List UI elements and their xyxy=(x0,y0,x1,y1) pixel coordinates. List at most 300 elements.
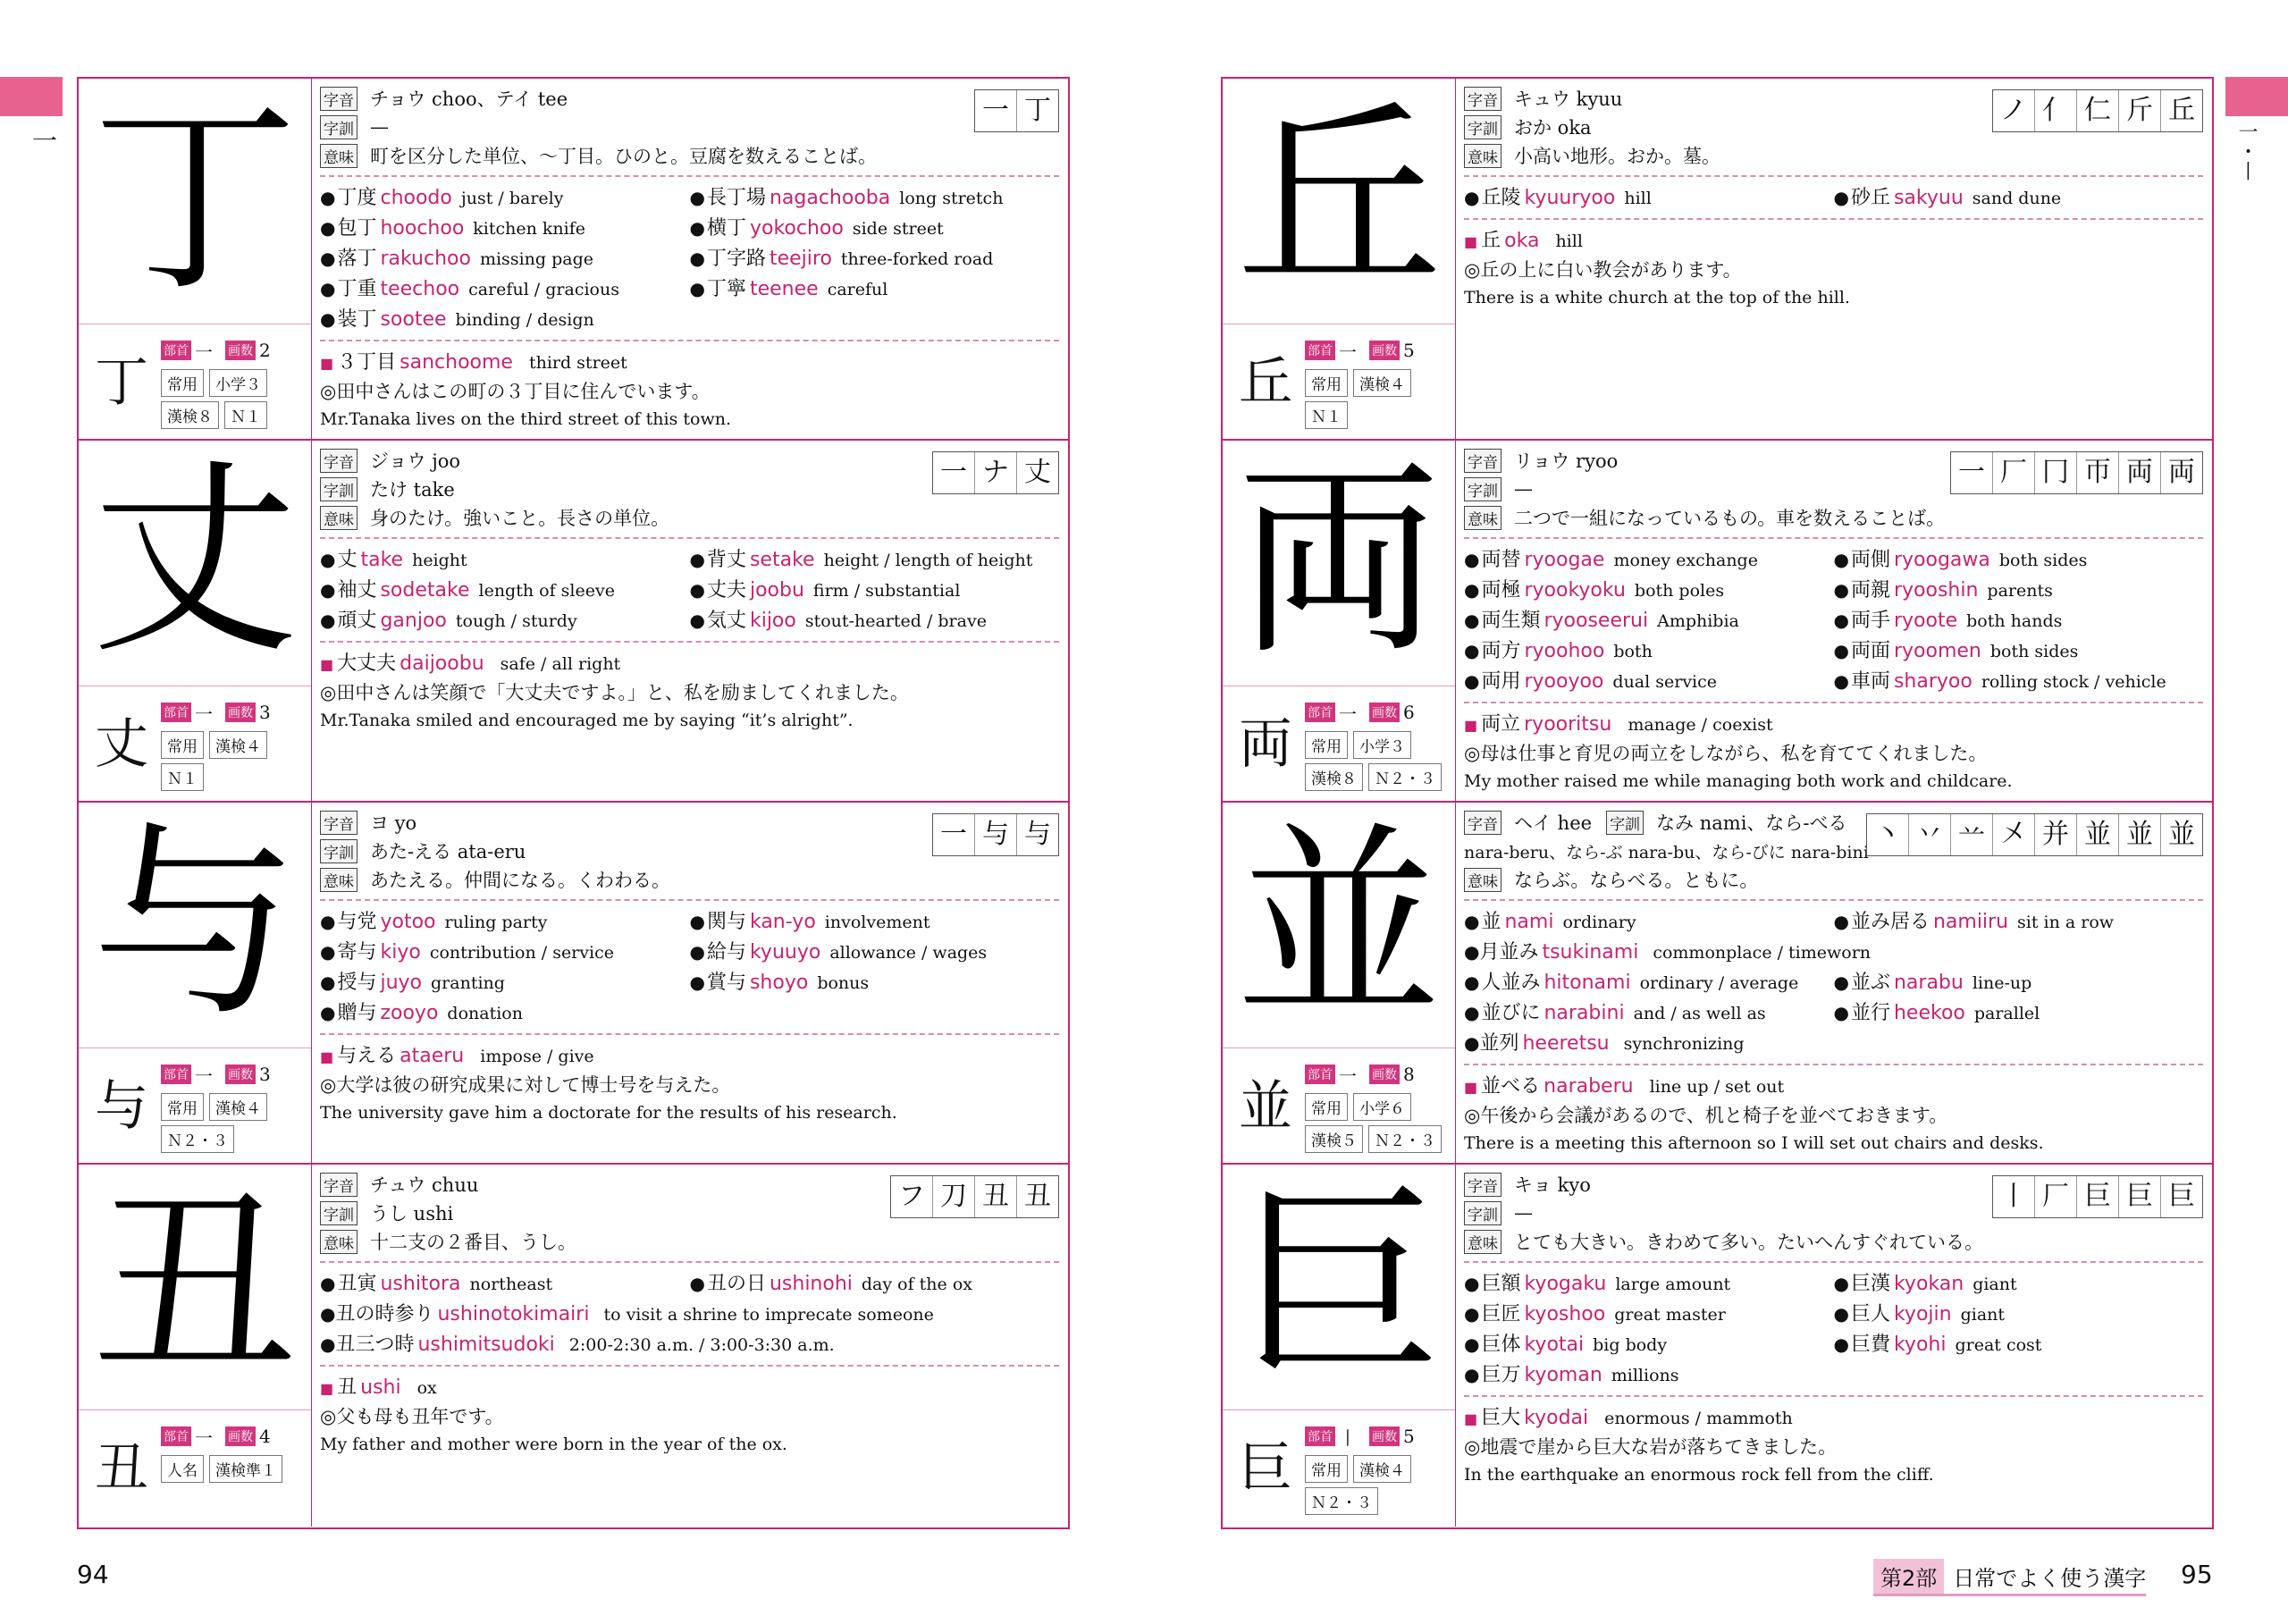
dashed-divider xyxy=(320,1365,1059,1367)
vocab-line xyxy=(1464,1028,2203,1058)
kanji-large: 巨 xyxy=(1235,1167,1442,1406)
example-translation: My mother raised me while managing both work and childcare. xyxy=(1464,771,2013,791)
stroke-order xyxy=(1950,451,2203,494)
vocab-reading: rakuchoo xyxy=(380,248,471,270)
vocab-kanji: 並びに xyxy=(1481,1002,1541,1024)
stroke-count-label: 画数 xyxy=(225,703,256,722)
vocab-meaning: tough / sturdy xyxy=(455,611,577,631)
stroke-step: 丈 xyxy=(1016,452,1058,493)
level-badge: 人名 xyxy=(161,1455,204,1483)
vocab-kanji: 包丁 xyxy=(337,217,377,240)
vocab-item xyxy=(690,544,1060,575)
dashed-divider xyxy=(320,175,1059,177)
vocab-reading: teejiro xyxy=(769,248,832,270)
stroke-step: 一 xyxy=(1958,457,1985,488)
key-word-row xyxy=(1464,1071,2203,1101)
stroke-step: 厂 xyxy=(1992,452,2034,493)
vocab-reading: ryoohoo xyxy=(1524,640,1605,662)
example-translation: My father and mother were born in the year of the ox. xyxy=(320,1435,787,1454)
stroke-count-label: 画数 xyxy=(225,1426,256,1446)
vocab-reading: kiyo xyxy=(380,941,421,963)
vocab-kanji: 丁度 xyxy=(337,187,377,209)
bullet-icon: ● xyxy=(320,941,336,963)
vocab-item xyxy=(690,605,1060,635)
column-divider xyxy=(1455,803,1456,1163)
vocab-kanji: 両替 xyxy=(1481,549,1521,571)
stroke-order xyxy=(1992,1175,2203,1218)
vocab-reading: ryoote xyxy=(1893,610,1958,632)
vocab-kanji: 両側 xyxy=(1850,549,1890,571)
dashed-divider xyxy=(1464,702,2203,703)
kun-label: 字訓 xyxy=(1464,115,1502,139)
kun-reading: あた-える ata-eru xyxy=(370,841,526,862)
dashed-divider xyxy=(320,899,1059,901)
on-label: 字音 xyxy=(1464,811,1502,835)
radical-value: 一 xyxy=(195,703,213,725)
vocab-meaning: firm / substantial xyxy=(812,581,961,601)
vocab-reading: yokochoo xyxy=(749,217,844,240)
vocab-meaning: great cost xyxy=(1955,1335,2042,1355)
radical-label: 部首 xyxy=(1305,703,1335,722)
meaning-row xyxy=(320,503,1059,532)
kanji-details xyxy=(1464,808,2203,1159)
vocab-reading: teenee xyxy=(749,278,819,300)
example-sentence: ◎父も母も丑年です。 xyxy=(320,1406,504,1427)
stroke-count-label: 画数 xyxy=(1369,703,1400,722)
badge-row xyxy=(1305,731,1451,758)
vocab-kanji: 巨額 xyxy=(1481,1273,1521,1295)
level-badge: Ｎ１ xyxy=(1305,401,1348,429)
vocab-list xyxy=(1464,182,2203,213)
kanji-large: 並 xyxy=(1235,805,1442,1044)
bullet-icon: ● xyxy=(1464,187,1480,208)
kanji-details xyxy=(1464,1170,2203,1523)
on-reading: キュウ kyuu xyxy=(1514,88,1623,110)
key-word-kanji: ３丁目 xyxy=(337,351,397,374)
stroke-step: 丷 xyxy=(1908,814,1950,855)
kun-reading: — xyxy=(1514,1202,1533,1224)
vocab-item xyxy=(1464,666,1834,696)
vocab-item xyxy=(320,1268,690,1299)
radical-stroke-row xyxy=(161,699,307,726)
vocab-meaning: both sides xyxy=(1989,642,2079,661)
stroke-step: 与 xyxy=(974,814,1016,855)
vocab-kanji: 装丁 xyxy=(337,308,377,331)
vocab-item xyxy=(1464,1299,1834,1329)
vocab-item xyxy=(690,906,1060,937)
kanji-large: 丈 xyxy=(91,443,298,682)
bullet-icon: ● xyxy=(320,187,336,208)
dashed-divider xyxy=(1464,1261,2203,1263)
vocab-reading: ryooshin xyxy=(1893,579,1979,602)
stroke-step: 丁 xyxy=(1016,90,1058,131)
meaning-text: ならぶ。ならべる。ともに。 xyxy=(1514,870,1759,891)
stroke-step: ナ xyxy=(974,452,1016,493)
vocab-item xyxy=(1834,997,2204,1028)
level-badge: Ｎ１ xyxy=(224,401,267,429)
radical-label: 部首 xyxy=(1305,1064,1335,1084)
right-tab-mark: 一・丨 xyxy=(2235,122,2258,181)
bullet-icon: ● xyxy=(320,1273,336,1294)
kanji-info-box xyxy=(79,686,311,803)
vocab-kanji: 両親 xyxy=(1850,579,1890,602)
kun-reading: おか oka xyxy=(1514,117,1592,139)
kanji-tags xyxy=(1305,699,1451,795)
vocab-kanji: 巨万 xyxy=(1481,1364,1521,1386)
badge-row xyxy=(161,1455,307,1482)
vocab-kanji: 丈 xyxy=(337,549,358,571)
vocab-meaning: parents xyxy=(1987,581,2053,601)
kanji-entry xyxy=(1223,1165,2212,1527)
radical-value: 丨 xyxy=(1339,1426,1357,1449)
bullet-icon: ● xyxy=(1464,549,1480,570)
level-badge: 漢検準１ xyxy=(209,1455,282,1483)
stroke-step: 両 xyxy=(2118,452,2160,493)
vocab-meaning: day of the ox xyxy=(861,1275,972,1294)
vocab-kanji: 賞与 xyxy=(706,972,746,994)
vocab-kanji: 横丁 xyxy=(706,217,746,240)
vocab-reading: nagachooba xyxy=(769,187,891,209)
kanji-details xyxy=(320,808,1059,1159)
vocab-meaning: contribution / service xyxy=(429,943,614,963)
bullet-icon: ● xyxy=(320,1002,336,1023)
kanji-tags xyxy=(1305,337,1451,433)
level-badge: 常用 xyxy=(1305,731,1348,759)
radical-stroke-row xyxy=(161,1423,307,1450)
part-label: 第2部 xyxy=(1873,1559,1944,1594)
vocab-meaning: both xyxy=(1613,642,1653,661)
stroke-step: 与 xyxy=(1016,814,1058,855)
radical-label: 部首 xyxy=(161,341,191,360)
vocab-line xyxy=(320,1299,1059,1329)
vocab-kanji: 両方 xyxy=(1481,640,1521,662)
on-label: 字音 xyxy=(1464,87,1502,111)
bullet-icon: ● xyxy=(689,972,705,993)
bullet-icon: ● xyxy=(1464,911,1480,932)
kanji-entry xyxy=(79,1165,1068,1527)
vocab-reading: heeretsu xyxy=(1522,1032,1610,1055)
vocab-kanji: 丈夫 xyxy=(706,579,746,602)
kanji-large: 丑 xyxy=(91,1167,298,1406)
on-label: 字音 xyxy=(320,449,358,473)
vocab-kanji: 関与 xyxy=(706,911,746,933)
on-reading-row xyxy=(320,84,1059,113)
meaning-label: 意味 xyxy=(320,144,358,168)
stroke-step: 両 xyxy=(2160,452,2202,493)
bullet-icon: ● xyxy=(320,1334,336,1355)
kanji-small: 与 xyxy=(95,1075,148,1138)
kanji-tags xyxy=(161,1423,307,1487)
kanji-info-box xyxy=(1223,1048,1455,1165)
stroke-step: 并 xyxy=(2034,814,2076,855)
kun-reading: — xyxy=(370,116,389,138)
vocab-list xyxy=(320,1268,1059,1299)
vocab-reading: kyuuyo xyxy=(749,941,821,963)
stroke-count-value: 8 xyxy=(1403,1064,1415,1085)
on-label: 字音 xyxy=(1464,449,1502,473)
vocab-reading: namiiru xyxy=(1932,911,2009,933)
vocab-reading: kyuuryoo xyxy=(1524,187,1616,209)
example-translation: Mr.Tanaka lives on the third street of this town. xyxy=(320,409,731,429)
example-translation: The university gave him a doctorate for the results of his research. xyxy=(320,1103,897,1123)
radical-stroke-row xyxy=(1305,1423,1451,1450)
vocab-meaning: big body xyxy=(1593,1335,1668,1355)
vocab-reading: yotoo xyxy=(380,911,436,933)
bullet-icon: ● xyxy=(320,579,336,601)
vocab-kanji: 両用 xyxy=(1481,670,1521,693)
bullet-icon: ● xyxy=(1833,640,1849,661)
key-word-reading: ushi xyxy=(360,1376,401,1399)
meaning-label: 意味 xyxy=(320,506,358,530)
stroke-count-label: 画数 xyxy=(1369,1426,1400,1446)
level-badge: 常用 xyxy=(1305,1093,1348,1121)
vocab-meaning: donation xyxy=(447,1004,523,1023)
bullet-icon: ● xyxy=(1833,670,1849,692)
vocab-reading: kyokan xyxy=(1893,1273,1964,1295)
vocab-kanji: 丑の時参り xyxy=(335,1303,434,1325)
vocab-item xyxy=(320,182,690,213)
bullet-icon: ● xyxy=(1464,610,1480,631)
bullet-icon: ● xyxy=(1464,1364,1480,1385)
vocab-meaning: money exchange xyxy=(1613,551,1758,570)
vocab-item xyxy=(1464,997,1834,1028)
kanji-details xyxy=(320,1170,1059,1523)
square-icon: ■ xyxy=(1464,233,1478,250)
vocab-meaning: rolling stock / vehicle xyxy=(1981,672,2166,692)
key-word-meaning: ox xyxy=(416,1378,437,1398)
kanji-entry xyxy=(1223,441,2212,803)
on-reading: キョ kyo xyxy=(1514,1174,1591,1196)
column-divider xyxy=(1455,1165,1456,1527)
vocab-reading: setake xyxy=(749,549,815,571)
bullet-icon: ● xyxy=(689,610,705,631)
vocab-kanji: 丁字路 xyxy=(706,248,766,270)
kanji-large: 丘 xyxy=(1235,81,1442,320)
vocab-reading: hitonami xyxy=(1544,972,1631,994)
meaning-label: 意味 xyxy=(1464,868,1502,892)
key-word-row xyxy=(320,1040,1059,1071)
example-sentence: ◎田中さんは笑顔で「大丈夫ですよ。」と、私を励ましてくれました。 xyxy=(320,682,909,703)
level-badge: 漢検５ xyxy=(1305,1125,1363,1153)
kun-label: 字訓 xyxy=(320,115,358,139)
on-label: 字音 xyxy=(320,87,358,111)
vocab-kanji: 巨匠 xyxy=(1481,1303,1521,1325)
vocab-item xyxy=(1464,1359,1834,1390)
column-divider xyxy=(1455,441,1456,801)
radical-value: 一 xyxy=(195,1064,213,1087)
bullet-icon: ● xyxy=(320,610,336,631)
level-badge: 小学３ xyxy=(1353,731,1411,759)
on-reading: ヘイ hee xyxy=(1514,812,1593,834)
key-word-reading: kyodai xyxy=(1524,1407,1589,1429)
kun-reading-row xyxy=(320,113,1059,141)
key-word-reading: ryooritsu xyxy=(1524,713,1612,736)
kanji-entry xyxy=(1223,79,2212,441)
square-icon: ■ xyxy=(320,1048,334,1065)
vocab-item xyxy=(1464,544,1834,575)
meaning-row xyxy=(1464,865,2203,894)
dashed-divider xyxy=(320,1261,1059,1263)
vocab-list xyxy=(320,544,1059,635)
vocab-meaning: northeast xyxy=(469,1275,553,1294)
bullet-icon: ● xyxy=(1464,579,1480,601)
vocab-kanji: 長丁場 xyxy=(706,187,766,209)
vocab-item xyxy=(320,906,690,937)
column-divider xyxy=(1455,79,1456,439)
stroke-count-label: 画数 xyxy=(225,341,256,360)
vocab-meaning: Amphibia xyxy=(1657,611,1739,631)
bullet-icon: ● xyxy=(1833,610,1849,631)
left-page xyxy=(77,77,1070,1529)
vocab-reading: choodo xyxy=(380,187,452,209)
on-label: 字音 xyxy=(1464,1173,1502,1197)
meaning-row xyxy=(320,1227,1059,1256)
radical-value: 一 xyxy=(1339,1064,1357,1087)
level-badge: 漢検４ xyxy=(1353,1455,1411,1483)
badge-row xyxy=(1305,763,1451,790)
example-sentence: ◎田中さんはこの町の３丁目に住んでいます。 xyxy=(320,381,711,402)
bullet-icon: ● xyxy=(689,941,705,963)
square-icon: ■ xyxy=(1464,1079,1478,1096)
vocab-meaning: parallel xyxy=(1973,1004,2040,1023)
square-icon: ■ xyxy=(320,355,334,372)
bullet-icon: ● xyxy=(320,911,336,932)
level-badge: 常用 xyxy=(161,731,204,759)
radical-value: 一 xyxy=(1339,341,1357,363)
bullet-icon: ● xyxy=(1464,640,1480,661)
vocab-kanji: 並行 xyxy=(1850,1002,1890,1024)
kanji-large: 両 xyxy=(1235,443,1442,682)
vocab-item xyxy=(1464,182,1834,213)
vocab-item xyxy=(320,304,690,334)
vocab-meaning: to visit a shrine to imprecate someone xyxy=(603,1305,934,1325)
column-divider xyxy=(311,1165,312,1527)
kanji-entry xyxy=(79,803,1068,1165)
vocab-meaning: synchronizing xyxy=(1623,1034,1745,1054)
vocab-item xyxy=(1464,635,1834,666)
vocab-item xyxy=(320,544,690,575)
vocab-item xyxy=(690,1268,1060,1299)
kanji-entry xyxy=(1223,803,2212,1165)
meaning-label: 意味 xyxy=(1464,144,1502,168)
example-translation: In the earthquake an enormous rock fell from the cliff. xyxy=(1464,1465,1934,1485)
example-sentence: ◎母は仕事と育児の両立をしながら、私を育ててくれました。 xyxy=(1464,743,1988,764)
vocab-meaning: ruling party xyxy=(444,913,548,932)
vocab-reading: joobu xyxy=(749,579,804,602)
stroke-count-value: 3 xyxy=(259,702,271,723)
stroke-step: 丘 xyxy=(2160,90,2202,131)
left-tab-mark: 一 xyxy=(32,126,58,156)
key-word-meaning: hill xyxy=(1555,231,1583,251)
bullet-icon: ● xyxy=(1464,1303,1480,1325)
level-badge: 常用 xyxy=(1305,369,1348,397)
stroke-order xyxy=(1866,813,2203,856)
vocab-kanji: 丑三つ時 xyxy=(335,1334,415,1356)
stroke-count-value: 6 xyxy=(1403,702,1415,723)
vocab-meaning: involvement xyxy=(824,913,930,932)
vocab-reading: ushimitsudoki xyxy=(417,1334,555,1356)
key-word-reading: ataeru xyxy=(400,1045,465,1067)
level-badge: 小学６ xyxy=(1353,1093,1411,1121)
vocab-kanji: 巨体 xyxy=(1481,1334,1521,1356)
badge-row xyxy=(1305,1125,1451,1152)
key-word-kanji: 丘 xyxy=(1481,230,1502,252)
dashed-divider xyxy=(320,1033,1059,1035)
vocab-meaning: giant xyxy=(1960,1305,2006,1325)
meaning-text: 身のたけ。強いこと。長さの単位。 xyxy=(370,508,670,529)
vocab-meaning: 2:00-2:30 a.m. / 3:00-3:30 a.m. xyxy=(568,1335,835,1355)
vocab-kanji: 与党 xyxy=(337,911,377,933)
meaning-text: 二つで一組になっているもの。車を数えることば。 xyxy=(1514,508,1946,529)
square-icon: ■ xyxy=(320,1380,334,1397)
kun-label: 字訓 xyxy=(320,1201,358,1225)
vocab-reading: ryoomen xyxy=(1893,640,1981,662)
key-word-row xyxy=(320,1372,1059,1402)
key-word-row xyxy=(1464,709,2203,739)
vocab-item xyxy=(1464,605,1834,635)
vocab-reading: ryoogawa xyxy=(1893,549,1990,571)
vocab-kanji: 寄与 xyxy=(337,941,377,963)
vocab-meaning: kitchen knife xyxy=(473,219,586,239)
kun-reading-continued: nara-beru、なら-ぶ nara-bu、なら-びに nara-bini xyxy=(1464,842,1869,862)
bullet-icon: ● xyxy=(689,248,705,269)
vocab-kanji: 巨漢 xyxy=(1850,1273,1890,1295)
vocab-item xyxy=(320,213,690,243)
vocab-meaning: sand dune xyxy=(1972,189,2062,208)
kanji-small: 丘 xyxy=(1239,351,1292,414)
badge-row xyxy=(161,1125,307,1152)
on-reading: ジョウ joo xyxy=(370,450,461,472)
stroke-order xyxy=(890,1175,1059,1218)
radical-label: 部首 xyxy=(1305,1426,1335,1446)
stroke-step: 並 xyxy=(2160,814,2202,855)
key-word-reading: daijoobu xyxy=(400,652,484,675)
vocab-item xyxy=(320,243,690,273)
bullet-icon: ● xyxy=(1833,187,1849,208)
kanji-small: 丑 xyxy=(95,1437,148,1500)
bullet-icon: ● xyxy=(1464,1002,1480,1023)
stroke-count-label: 画数 xyxy=(1369,341,1400,360)
vocab-meaning: just / barely xyxy=(460,189,564,208)
kanji-details xyxy=(1464,446,2203,797)
meaning-row xyxy=(320,141,1059,170)
on-label: 字音 xyxy=(320,811,358,835)
vocab-item xyxy=(690,967,1060,997)
stroke-step: 並 xyxy=(2118,814,2160,855)
radical-value: 一 xyxy=(195,1426,213,1449)
vocab-meaning: height xyxy=(412,551,467,570)
vocab-list xyxy=(320,182,1059,334)
example-translation: There is a meeting this afternoon so I will set out chairs and desks. xyxy=(1464,1133,2044,1153)
on-reading: チョウ choo、テイ tee xyxy=(370,88,568,110)
key-word-kanji: 巨大 xyxy=(1481,1407,1521,1429)
key-word-row xyxy=(320,648,1059,678)
on-reading: チュウ chuu xyxy=(370,1174,479,1196)
radical-stroke-row xyxy=(161,1061,307,1088)
key-word-row xyxy=(1464,1402,2203,1433)
vocab-item xyxy=(1834,1268,2204,1299)
vocab-kanji: 背丈 xyxy=(706,549,746,571)
level-badge: Ｎ２・３ xyxy=(161,1125,234,1153)
stroke-step: 帀 xyxy=(2076,452,2118,493)
key-word-reading: oka xyxy=(1504,230,1540,252)
stroke-step: 厂 xyxy=(2034,1176,2076,1217)
vocab-reading: ryooseerui xyxy=(1544,610,1649,632)
vocab-reading: narabini xyxy=(1544,1002,1625,1024)
vocab-item xyxy=(1834,635,2204,666)
stroke-step: 斤 xyxy=(2118,90,2160,131)
key-word-kanji: 両立 xyxy=(1481,713,1521,736)
